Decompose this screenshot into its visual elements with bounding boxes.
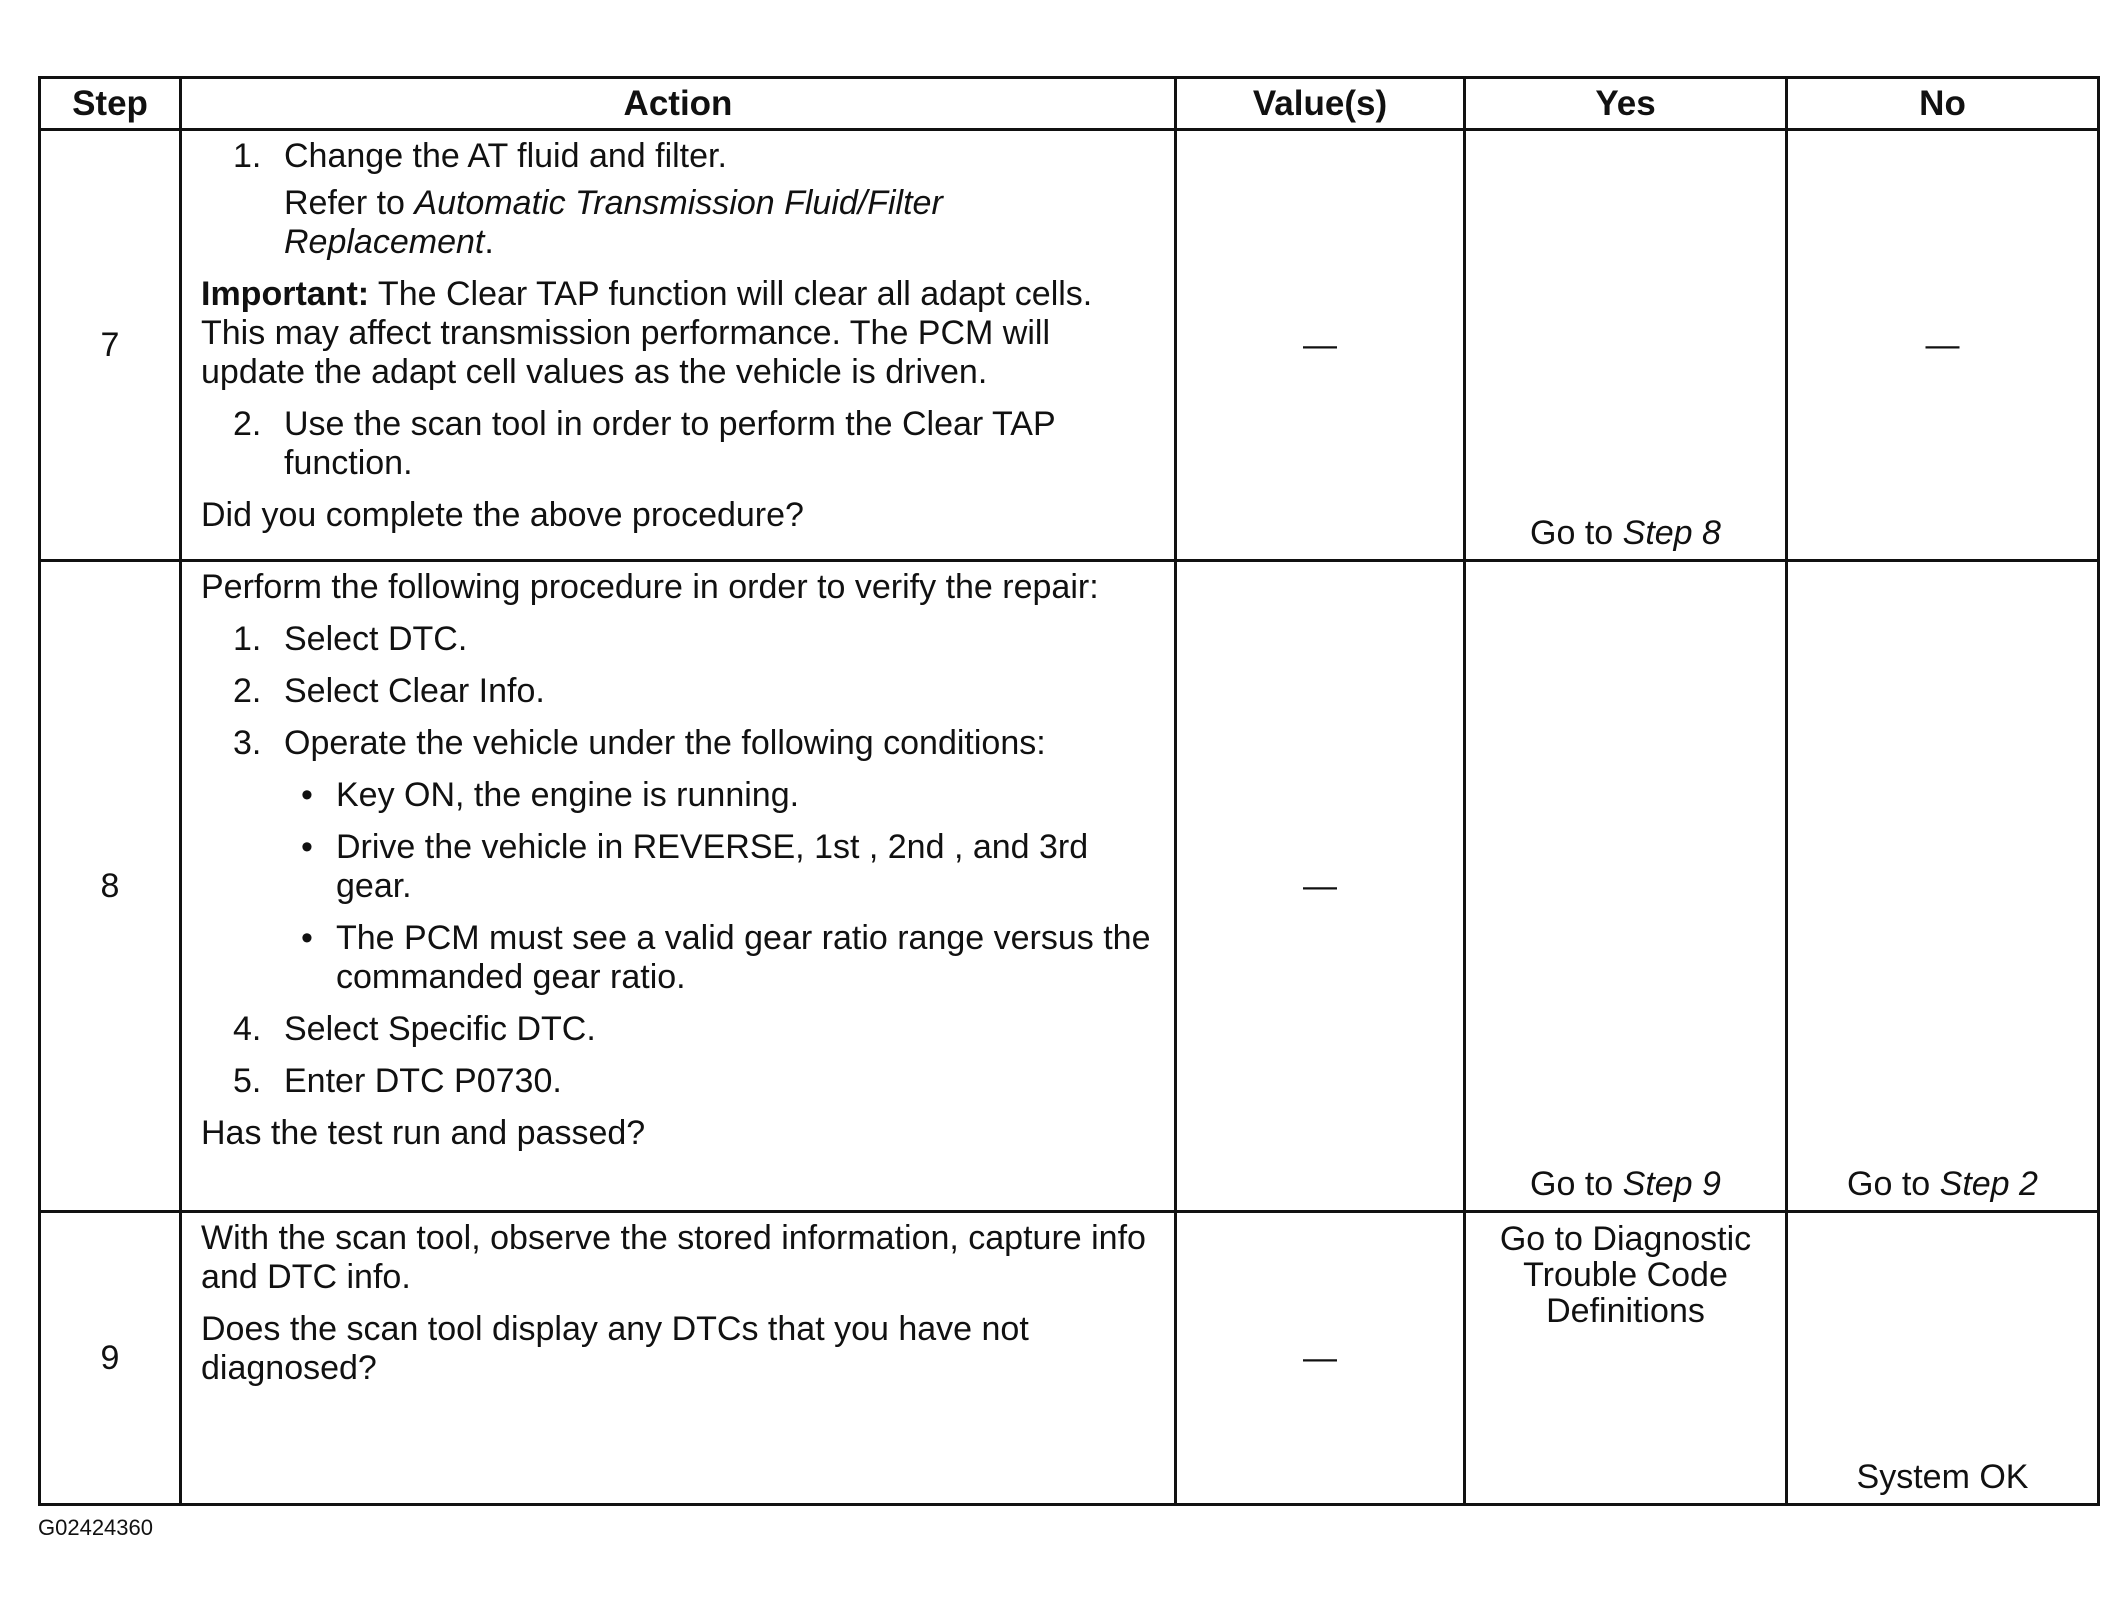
step-question: Did you complete the above procedure?	[201, 496, 804, 534]
list-item: 1. Select DTC.	[233, 620, 468, 658]
no-cell	[1787, 561, 2099, 1212]
yes-cell	[1465, 1212, 1787, 1505]
figure-code: G02424360	[38, 1515, 153, 1540]
yes-outcome[interactable]: Go to Diagnostic Trouble Code Definitions	[1499, 1220, 1752, 1330]
no-outcome[interactable]: Go to Step 2	[1847, 1165, 2038, 1203]
table-row-step-8	[40, 561, 2099, 1212]
action-cell	[181, 130, 1176, 561]
bullet-item: • The PCM must see a valid gear ratio range versus the commanded gear ratio.	[301, 919, 1151, 996]
list-item: 1. Change the AT fluid and filter.	[233, 137, 727, 175]
step-number: 7	[40, 130, 181, 561]
yes-cell	[1465, 561, 1787, 1212]
header-no: No	[1787, 78, 2099, 130]
step-number: 9	[40, 1212, 181, 1505]
action-cell	[181, 1212, 1176, 1505]
yes-outcome[interactable]: Go to Step 8	[1530, 514, 1721, 552]
step-number: 8	[40, 561, 181, 1212]
table-row-step-7	[40, 130, 2099, 561]
value-cell: —	[1176, 130, 1465, 561]
procedure-link[interactable]: Automatic Transmission Fluid/Filter Replacement	[284, 184, 943, 261]
bullet-item: • Drive the vehicle in REVERSE, 1st , 2nd , and 3rd gear.	[301, 828, 1089, 905]
intro-text: Perform the following procedure in order to verify the repair:	[201, 568, 1099, 606]
list-item: 3. Operate the vehicle under the following conditions:	[233, 724, 1046, 762]
no-outcome: System OK	[1856, 1458, 2029, 1496]
header-action: Action	[181, 78, 1176, 130]
list-item: 2. Select Clear Info.	[233, 672, 545, 710]
bullet-item: • Key ON, the engine is running.	[301, 776, 800, 814]
value-cell: —	[1176, 1212, 1465, 1505]
no-cell: —	[1787, 130, 2099, 561]
header-yes: Yes	[1465, 78, 1787, 130]
table-row-step-9	[40, 1212, 2099, 1505]
instruction-text: With the scan tool, observe the stored information, capture info and DTC info.	[201, 1219, 1146, 1296]
refer-note: Refer to Automatic Transmission Fluid/Filter Replacement.	[284, 184, 943, 261]
yes-cell	[1465, 130, 1787, 561]
step-question: Does the scan tool display any DTCs that you have not diagnosed?	[201, 1310, 1029, 1387]
list-item: 4. Select Specific DTC.	[233, 1010, 596, 1048]
no-cell	[1787, 1212, 2099, 1505]
header-values: Value(s)	[1176, 78, 1465, 130]
header-row	[40, 78, 2099, 130]
action-cell	[181, 561, 1176, 1212]
value-cell: —	[1176, 561, 1465, 1212]
step-question: Has the test run and passed?	[201, 1114, 646, 1152]
list-item: 5. Enter DTC P0730.	[233, 1062, 562, 1100]
diagnostic-table	[38, 76, 2100, 1506]
list-item: 2. Use the scan tool in order to perform the Clear TAP function.	[233, 405, 1056, 482]
yes-outcome[interactable]: Go to Step 9	[1530, 1165, 1721, 1203]
important-note: Important: The Clear TAP function will clear all adapt cells. This may affect transmission performance. The PCM will update the adapt cell values as the vehicle is driven.	[201, 275, 1093, 391]
header-step: Step	[40, 78, 181, 130]
